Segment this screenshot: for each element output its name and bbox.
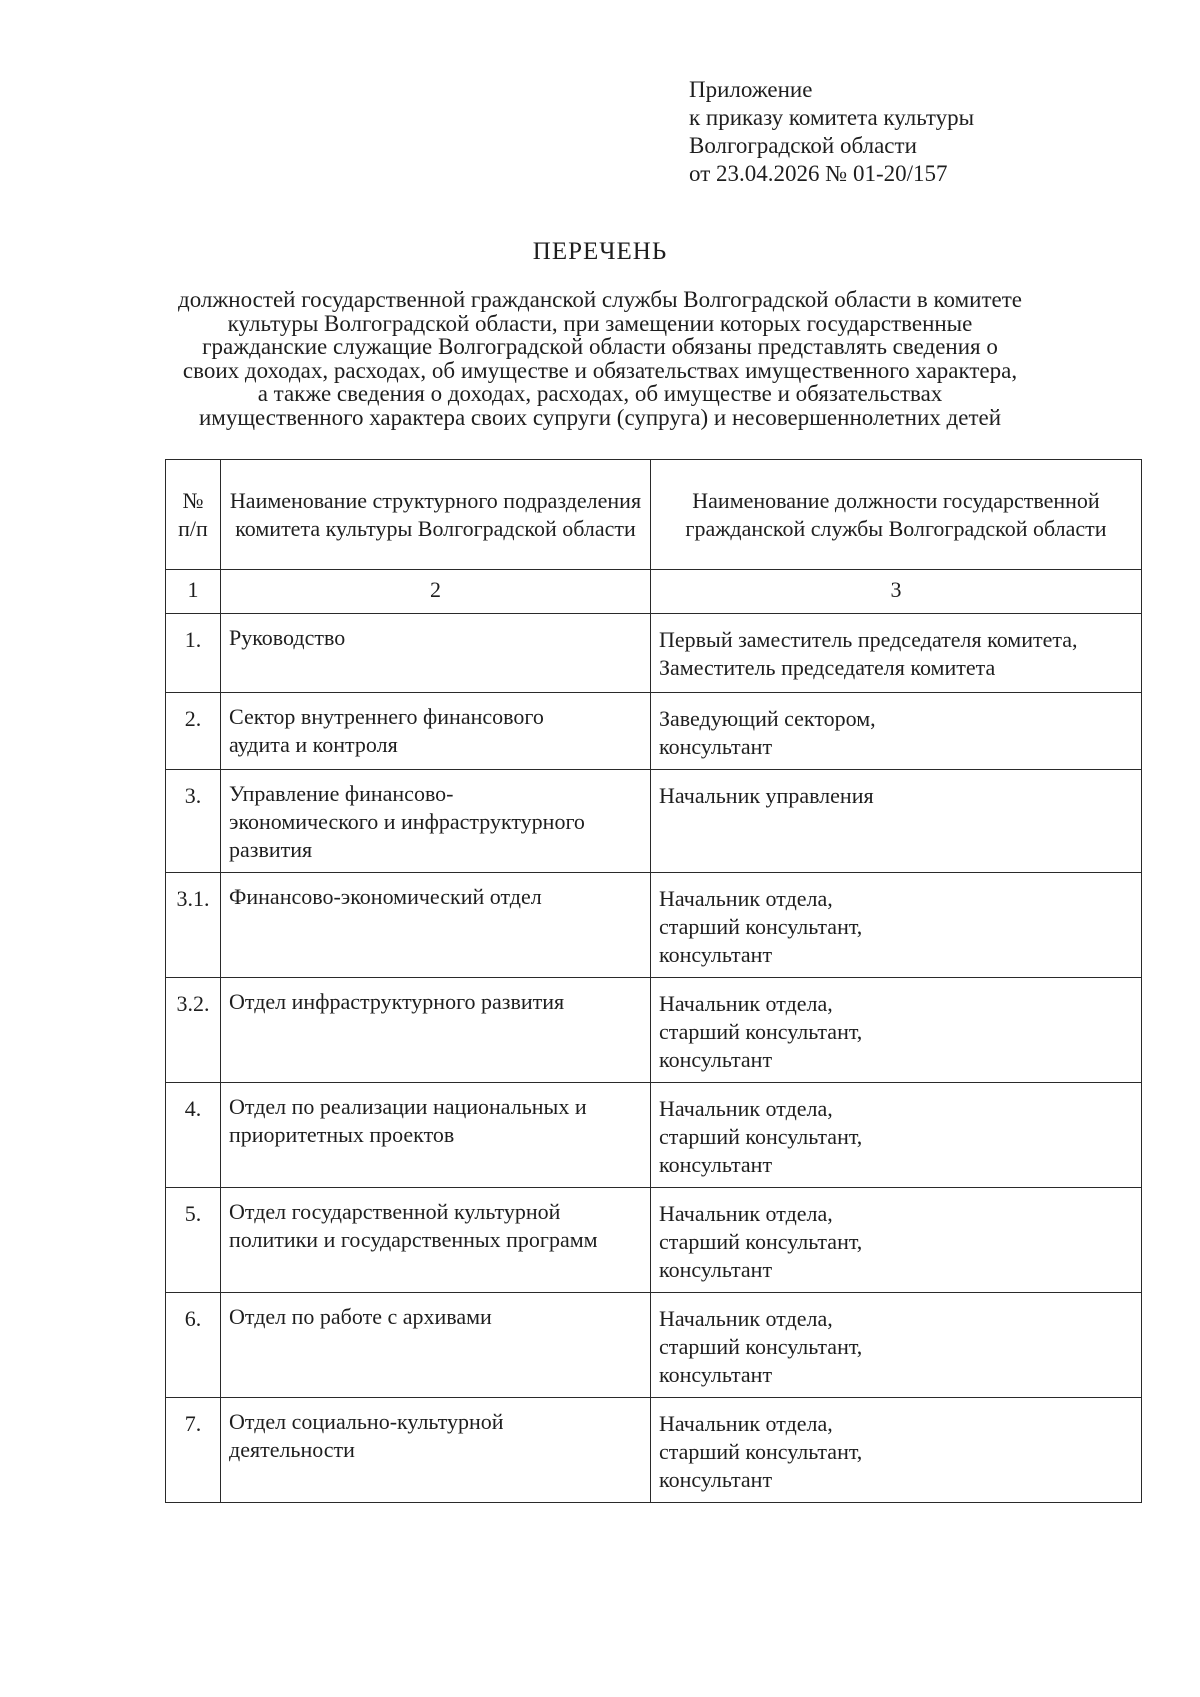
department-line: Отдел государственной культурной xyxy=(229,1199,561,1224)
position-line: Начальник отдела, xyxy=(659,1306,833,1331)
position-line: Первый заместитель председателя комитета, xyxy=(659,627,1078,652)
department-cell xyxy=(221,693,651,770)
department-cell xyxy=(221,1083,651,1188)
position-line: Начальник отдела, xyxy=(659,991,833,1016)
department-cell xyxy=(221,614,651,693)
position-line: консультант xyxy=(659,1047,773,1072)
row-number: 6. xyxy=(166,1293,221,1398)
appendix-line: Приложение xyxy=(689,77,813,102)
appendix-line: к приказу комитета культуры xyxy=(689,105,975,130)
position-cell xyxy=(651,1293,1142,1398)
appendix-date-number: от 23.04.2026 № 01-20/157 xyxy=(689,161,948,186)
table-row xyxy=(166,873,1142,978)
department-line: развития xyxy=(229,837,313,862)
header-department: Наименование структурного подразделения комитета культуры Волгоградской области xyxy=(221,460,651,570)
row-number: 3.2. xyxy=(166,978,221,1083)
position-line: Начальник отдела, xyxy=(659,1201,833,1226)
header-position: Наименование должности государственной гражданской службы Волгоградской области xyxy=(651,460,1142,570)
position-line: консультант xyxy=(659,1467,773,1492)
subtitle-line: должностей государственной гражданской службы Волгоградской области в комитете xyxy=(178,287,1022,312)
column-number: 3 xyxy=(651,570,1142,614)
department-line: Сектор внутреннего финансового xyxy=(229,704,544,729)
row-number: 2. xyxy=(166,693,221,770)
table-row xyxy=(166,614,1142,693)
department-line: политики и государственных программ xyxy=(229,1227,598,1252)
row-number: 7. xyxy=(166,1398,221,1503)
subtitle-line: имущественного характера своих супруги (супруга) и несовершеннолетних детей xyxy=(198,404,1002,430)
department-line: Управление финансово- xyxy=(229,781,454,806)
subtitle-line: гражданские служащие Волгоградской области обязаны представлять сведения о xyxy=(202,334,998,359)
positions-table xyxy=(165,459,1142,1503)
row-number: 5. xyxy=(166,1188,221,1293)
position-line: консультант xyxy=(659,1152,773,1177)
position-line: старший консультант, xyxy=(659,1019,863,1044)
row-number: 4. xyxy=(166,1083,221,1188)
table-row xyxy=(166,1293,1142,1398)
table-row xyxy=(166,770,1142,873)
department-cell xyxy=(221,978,651,1083)
position-line: Начальник отдела, xyxy=(659,1411,833,1436)
table-row xyxy=(166,1188,1142,1293)
position-line: Заведующий сектором, xyxy=(659,706,876,731)
column-number: 1 xyxy=(166,570,221,614)
column-number: 2 xyxy=(221,570,651,614)
header-num: № п/п xyxy=(166,460,221,570)
position-line: старший консультант, xyxy=(659,1124,863,1149)
department-line: Отдел по работе с архивами xyxy=(229,1304,492,1329)
position-cell xyxy=(651,1083,1142,1188)
document-subtitle xyxy=(0,288,1200,429)
position-line: Начальник отдела, xyxy=(659,886,833,911)
appendix-line: Волгоградской области xyxy=(689,133,917,158)
subtitle-line: культуры Волгоградской области, при замещении которых государственные xyxy=(227,310,973,336)
subtitle-line: а также сведения о доходах, расходах, об имуществе и обязательствах xyxy=(257,381,943,406)
table-header-row xyxy=(166,460,1142,570)
department-line: аудита и контроля xyxy=(229,732,398,757)
department-line: деятельности xyxy=(229,1437,355,1462)
document-title: ПЕРЕЧЕНЬ xyxy=(532,238,668,265)
column-numbers-row xyxy=(166,570,1142,614)
position-cell xyxy=(651,770,1142,873)
position-line: консультант xyxy=(659,734,773,759)
position-cell xyxy=(651,1398,1142,1503)
row-number: 3.1. xyxy=(166,873,221,978)
row-number: 1. xyxy=(166,614,221,693)
department-line: Отдел инфраструктурного развития xyxy=(229,989,565,1014)
department-cell xyxy=(221,1188,651,1293)
department-line: Финансово-экономический отдел xyxy=(229,884,542,909)
position-line: Заместитель председателя комитета xyxy=(659,655,996,680)
appendix-block xyxy=(689,76,974,188)
table-row xyxy=(166,978,1142,1083)
position-cell xyxy=(651,873,1142,978)
position-cell xyxy=(651,693,1142,770)
table-row xyxy=(166,1083,1142,1188)
position-line: старший консультант, xyxy=(659,1334,863,1359)
department-line: экономического и инфраструктурного xyxy=(229,809,585,834)
position-line: консультант xyxy=(659,1257,773,1282)
position-line: старший консультант, xyxy=(659,1229,863,1254)
position-line: Начальник управления xyxy=(659,783,874,808)
position-line: старший консультант, xyxy=(659,1439,863,1464)
table-row xyxy=(166,1398,1142,1503)
position-line: Начальник отдела, xyxy=(659,1096,833,1121)
department-line: Отдел по реализации национальных и xyxy=(229,1094,587,1119)
table-row xyxy=(166,693,1142,770)
subtitle-line: своих доходах, расходах, об имуществе и обязательствах имущественного характера, xyxy=(182,357,1018,383)
position-line: старший консультант, xyxy=(659,914,863,939)
department-line: Отдел социально-культурной xyxy=(229,1409,504,1434)
position-cell xyxy=(651,978,1142,1083)
position-line: консультант xyxy=(659,1362,773,1387)
department-line: Руководство xyxy=(229,625,346,650)
department-cell xyxy=(221,873,651,978)
department-cell xyxy=(221,1398,651,1503)
department-cell xyxy=(221,770,651,873)
position-cell xyxy=(651,1188,1142,1293)
department-line: приоритетных проектов xyxy=(229,1122,455,1147)
row-number: 3. xyxy=(166,770,221,873)
position-cell xyxy=(651,614,1142,693)
department-cell xyxy=(221,1293,651,1398)
position-line: консультант xyxy=(659,942,773,967)
